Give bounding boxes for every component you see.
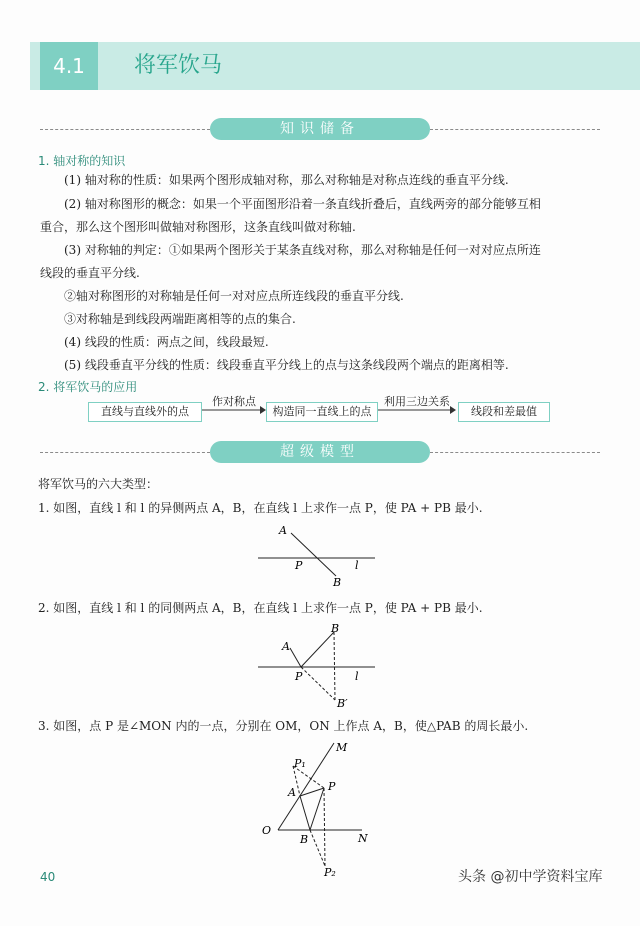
flow-arrow-2 <box>378 404 456 416</box>
divider-right <box>430 129 600 130</box>
fig2-label-l: l <box>355 670 359 683</box>
fig3-label-P: P <box>328 780 336 793</box>
fig3-label-B: B <box>300 833 309 846</box>
fig1-label-B: B <box>333 576 342 589</box>
fig2-label-Bprime: B′ <box>337 697 348 710</box>
knowledge-banner: 知识储备 <box>210 118 430 140</box>
paragraph-1: (1) 轴对称的性质：如果两个图形成轴对称，那么对称轴是对称点连线的垂直平分线. <box>64 173 509 187</box>
paragraph-4: (4) 线段的性质：两点之间，线段最短. <box>64 335 269 349</box>
paragraph-3b: 线段的垂直平分线. <box>40 266 140 280</box>
paragraph-2b: 重合，那么这个图形叫做轴对称图形，这条直线叫做对称轴. <box>40 220 356 234</box>
fig3-label-P2: P₂ <box>324 866 336 878</box>
flow-box-3: 线段和差最值 <box>458 402 550 422</box>
divider-right-2 <box>430 452 600 453</box>
flow-arrow-label-1: 作对称点 <box>212 395 256 408</box>
flow-arrow-1 <box>202 404 266 416</box>
flow-arrow-label-2: 利用三边关系 <box>384 395 450 408</box>
fig3-label-N: N <box>358 832 368 845</box>
fig2-label-B: B <box>331 622 340 635</box>
paragraph-5: (5) 线段垂直平分线的性质：线段垂直平分线上的点与这条线段两个端点的距离相等. <box>64 358 509 372</box>
subheading-application: 2. 将军饮马的应用 <box>38 380 138 394</box>
paragraph-3d: ③对称轴是到线段两端距离相等的点的集合. <box>64 312 296 326</box>
fig3-label-A: A <box>288 786 296 799</box>
fig2-label-P: P <box>295 670 303 683</box>
page-number: 40 <box>40 870 56 884</box>
fig3-label-P1: P₁ <box>294 757 306 770</box>
fig1-label-l: l <box>355 559 359 572</box>
fig1-label-A: A <box>279 524 287 537</box>
question-1: 1. 如图，直线 l 和 l 的异侧两点 A，B，在直线 l 上求作一点 P，使 PA + PB 最小. <box>38 501 483 515</box>
models-banner: 超级模型 <box>210 441 430 463</box>
section-number: 4.1 <box>40 42 98 90</box>
fig2-label-A: A <box>282 640 290 653</box>
fig3-label-O: O <box>262 824 272 837</box>
fig1-label-P: P <box>295 559 303 572</box>
flow-box-2: 构造同一直线上的点 <box>266 402 378 422</box>
watermark: 头条 @初中学资料宝库 <box>458 869 603 885</box>
question-2: 2. 如图，直线 l 和 l 的同侧两点 A，B，在直线 l 上求作一点 P，使 PA + PB 最小. <box>38 601 483 615</box>
divider-left <box>40 129 210 130</box>
section-title: 将军饮马 <box>134 53 223 78</box>
flow-box-1: 直线与直线外的点 <box>88 402 202 422</box>
section-header-band <box>30 42 640 90</box>
models-intro: 将军饮马的六大类型： <box>38 477 159 491</box>
figure-3 <box>258 738 380 878</box>
figure-2 <box>255 620 380 712</box>
paragraph-3c: ②轴对称图形的对称轴是任何一对对应点所连线段的垂直平分线. <box>64 289 404 303</box>
fig3-label-M: M <box>336 741 348 754</box>
figure-1 <box>255 520 380 590</box>
subheading-axis-symmetry: 1. 轴对称的知识 <box>38 154 126 168</box>
paragraph-3a: (3) 对称轴的判定：①如果两个图形关于某条直线对称，那么对称轴是任何一对对应点所连 <box>64 243 541 257</box>
paragraph-2a: (2) 轴对称图形的概念：如果一个平面图形沿着一条直线折叠后，直线两旁的部分能够互相 <box>64 197 541 211</box>
question-3: 3. 如图，点 P 是∠MON 内的一点，分别在 OM，ON 上作点 A，B，使△PAB 的周长最小. <box>38 719 529 733</box>
divider-left-2 <box>40 452 210 453</box>
